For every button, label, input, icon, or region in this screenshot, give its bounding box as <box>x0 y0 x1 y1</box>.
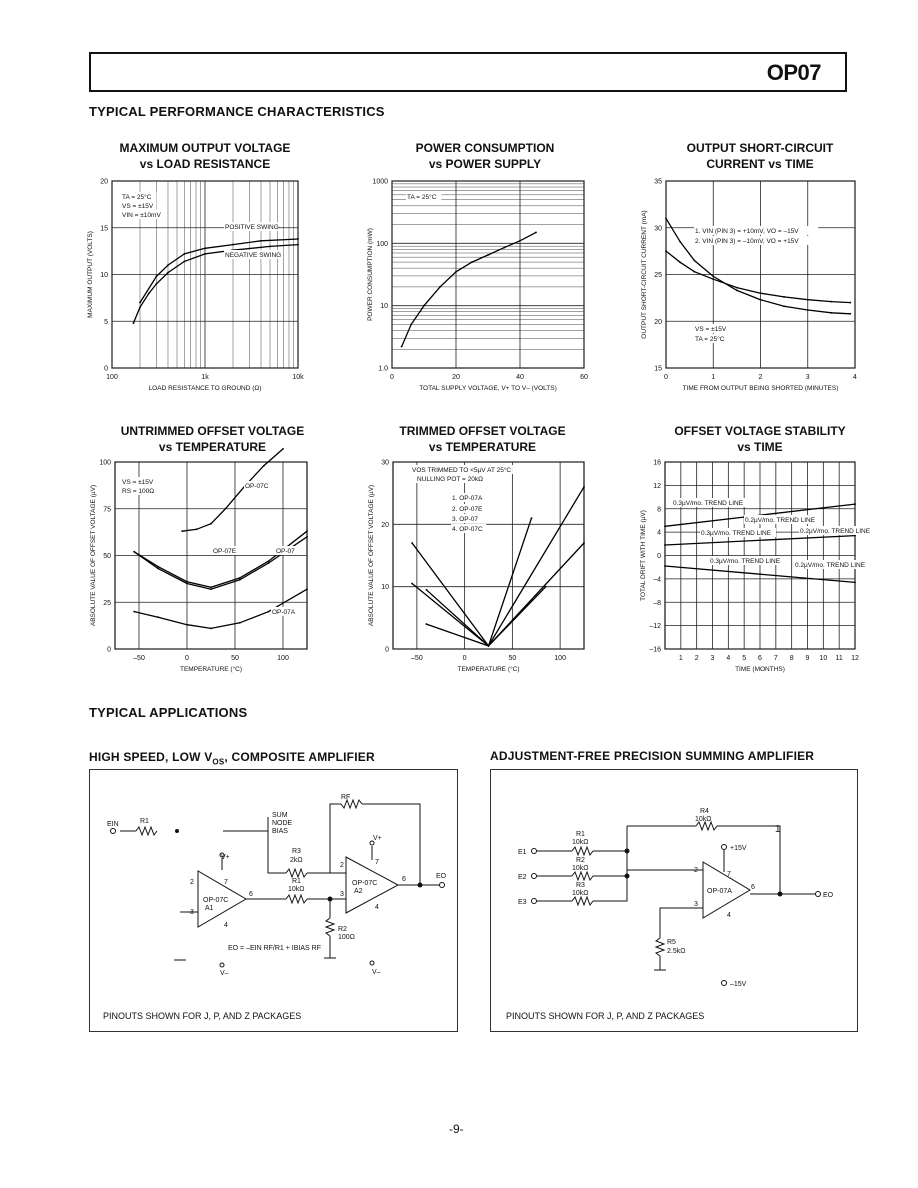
annotation: 2. VIN (PIN 3) = –10mV, VO = +15V <box>695 238 799 245</box>
label-r1: R1 <box>292 878 301 885</box>
y-tick-label: 10 <box>380 303 388 311</box>
circuit-left-title-suffix: , COMPOSITE AMPLIFIER <box>224 750 375 764</box>
terminal <box>532 899 537 904</box>
terminal <box>816 892 821 897</box>
y-tick-label: 15 <box>100 225 108 233</box>
y-tick-label: 20 <box>100 178 108 186</box>
pin-6: 6 <box>751 884 755 891</box>
y-tick-label: 20 <box>381 521 389 529</box>
terminal <box>532 874 537 879</box>
part-number: OP07 <box>766 60 821 85</box>
label-r5: R5 <box>667 939 676 946</box>
y-tick-label: 10 <box>381 584 389 592</box>
x-tick-label: 2 <box>758 374 763 381</box>
annotation: OP-07E <box>213 548 237 555</box>
pin-2: 2 <box>190 879 194 886</box>
circuit-right-title: ADJUSTMENT-FREE PRECISION SUMMING AMPLIFIER <box>490 749 815 763</box>
label-a2: OP-07C <box>352 880 378 887</box>
annotation: 0.3µV/mo. TREND LINE <box>701 530 772 537</box>
chart-title-line: vs TEMPERATURE <box>428 440 537 454</box>
label-e1: E1 <box>518 849 527 856</box>
y-axis-label: OUTPUT SHORT-CIRCUIT CURRENT (mA) <box>641 210 648 339</box>
resistor-r4 <box>696 822 717 830</box>
y-tick-label: –12 <box>649 623 661 631</box>
label-ein: EIN <box>107 821 119 828</box>
y-tick-label: 30 <box>381 459 389 467</box>
pin-3: 3 <box>190 909 194 916</box>
x-tick-label: 3 <box>805 374 810 381</box>
x-tick-label: 0 <box>664 374 668 381</box>
x-tick-label: –50 <box>133 655 145 662</box>
circuit-left-title-prefix: HIGH SPEED, LOW V <box>89 750 213 764</box>
y-tick-label: 100 <box>376 240 388 248</box>
y-tick-label: 0 <box>385 646 389 654</box>
y-axis-label: MAXIMUM OUTPUT (VOLTS) <box>87 231 94 318</box>
annotation: VS = ±15V <box>122 479 154 486</box>
x-axis-label: TOTAL SUPPLY VOLTAGE, V+ TO V– (VOLTS) <box>419 385 557 392</box>
label-e3: E3 <box>518 899 527 906</box>
pin-q2: 2 <box>340 862 344 869</box>
label-equation: EO = –EIN RF/R1 + IBIAS RF <box>228 945 321 952</box>
pin-q6: 6 <box>402 876 406 883</box>
y-tick-label: 4 <box>657 529 661 537</box>
node-dot <box>328 897 333 902</box>
chart-title-line: vs TIME <box>737 440 783 454</box>
x-tick-label: 12 <box>851 655 859 662</box>
y-tick-label: 1.0 <box>378 365 388 373</box>
label-r3v: 10kΩ <box>572 890 589 897</box>
label-a1: OP-07C <box>203 897 229 904</box>
annotation: TA = 25°C <box>407 194 437 201</box>
annotation: VS = ±15V <box>122 203 154 210</box>
resistor-rf <box>341 800 362 808</box>
x-axis-label: TIME FROM OUTPUT BEING SHORTED (MINUTES) <box>682 385 839 392</box>
label-amp: OP-07A <box>707 888 732 895</box>
label-r1v: 10kΩ <box>572 839 589 846</box>
x-tick-label: –50 <box>411 655 423 662</box>
label-r2v: 100Ω <box>338 934 355 941</box>
node-dot <box>625 849 630 854</box>
y-tick-label: 25 <box>654 272 662 279</box>
resistor-r3 <box>572 897 593 905</box>
label-one: 1 <box>775 824 781 835</box>
node-dot <box>175 829 179 833</box>
label-a1n: A1 <box>205 905 214 912</box>
y-tick-label: 25 <box>103 599 111 607</box>
terminal <box>220 963 224 967</box>
x-tick-label: 8 <box>789 655 794 662</box>
resistor-r5 <box>656 938 664 956</box>
x-tick-label: 0 <box>390 374 394 381</box>
label-vplus2: V+ <box>373 835 382 842</box>
resistor-r2 <box>572 872 593 880</box>
x-axis-label: TEMPERATURE (°C) <box>179 666 243 673</box>
annotation: TA = 25°C <box>695 336 725 343</box>
x-axis-label: TIME (MONTHS) <box>735 666 785 673</box>
label-r3: R3 <box>292 848 301 855</box>
pin-3: 3 <box>694 901 698 908</box>
y-tick-label: 1000 <box>372 178 388 186</box>
x-tick-label: 10k <box>292 374 304 381</box>
wire <box>268 831 286 873</box>
label-vp: +15V <box>730 845 747 852</box>
annotation: 0.3µV/mo. TREND LINE <box>710 558 781 565</box>
x-tick-label: 50 <box>508 655 517 662</box>
label-r5v: 2.5kΩ <box>667 948 686 955</box>
pin-7: 7 <box>727 871 731 878</box>
label-eo: EO <box>823 892 834 899</box>
x-tick-label: 100 <box>106 374 118 381</box>
x-tick-label: 100 <box>277 655 289 662</box>
circuit-left-footer: PINOUTS SHOWN FOR J, P, AND Z PACKAGES <box>103 1011 302 1021</box>
pin-q3: 3 <box>340 891 344 898</box>
x-axis-label: TEMPERATURE (°C) <box>457 666 520 673</box>
wire <box>223 817 268 831</box>
y-tick-label: 0 <box>104 365 108 373</box>
x-tick-label: 1 <box>678 655 683 662</box>
node-dot <box>625 874 630 879</box>
label-r2v: 10kΩ <box>572 865 589 872</box>
x-tick-label: 2 <box>694 655 699 662</box>
y-tick-label: 100 <box>99 459 111 467</box>
pin-4: 4 <box>224 922 228 929</box>
annotation: 0.2µV/mo. TREND LINE <box>745 517 816 524</box>
y-axis-label: ABSOLUTE VALUE OF OFFSET VOLTAGE (µV) <box>368 484 375 627</box>
pin-q4: 4 <box>375 904 379 911</box>
chart-title-line: OUTPUT SHORT-CIRCUIT <box>686 141 834 155</box>
y-tick-label: 30 <box>654 225 662 233</box>
x-tick-label: 1 <box>711 374 716 381</box>
terminal <box>440 883 445 888</box>
terminal <box>370 961 374 965</box>
annotation: 2. OP-07E <box>452 506 483 513</box>
x-tick-label: 9 <box>805 655 810 662</box>
label-r1: R1 <box>576 831 585 838</box>
pin-4: 4 <box>727 912 731 919</box>
terminal <box>722 845 727 850</box>
pin-7: 7 <box>224 879 228 886</box>
node-dot <box>418 883 423 888</box>
annotation: RS = 100Ω <box>122 488 155 495</box>
x-tick-label: 4 <box>853 374 857 381</box>
resistor-r1 <box>572 847 593 855</box>
annotation: 3. OP-07 <box>452 516 479 523</box>
annotation: 0.3µV/mo. TREND LINE <box>673 500 744 507</box>
right-circuit-labels <box>518 808 834 988</box>
y-tick-label: 15 <box>654 365 662 373</box>
label-rf: RF <box>341 794 351 801</box>
label-bias: BIAS <box>272 828 288 835</box>
label-vm: –15V <box>730 981 747 988</box>
x-tick-label: 6 <box>758 655 762 662</box>
label-r4v: 10kΩ <box>695 816 712 823</box>
label-vminus2: V– <box>372 969 381 976</box>
annotation: TA = 25°C <box>122 194 152 201</box>
y-tick-label: 20 <box>654 318 662 326</box>
label-r3v: 2kΩ <box>290 857 303 864</box>
resistor-r1a <box>136 827 157 835</box>
terminal <box>111 829 116 834</box>
y-axis-label: POWER CONSUMPTION (mW) <box>367 228 374 321</box>
resistor-r3 <box>286 869 307 877</box>
y-axis-label: TOTAL DRIFT WITH TIME (µV) <box>640 510 647 601</box>
x-tick-label: 0 <box>185 655 189 662</box>
section-performance: TYPICAL PERFORMANCE CHARACTERISTICS <box>89 104 385 119</box>
chart-title-line: OFFSET VOLTAGE STABILITY <box>674 424 846 438</box>
y-tick-label: 0 <box>657 553 661 560</box>
wire <box>660 908 703 938</box>
x-tick-label: 0 <box>462 655 467 662</box>
chart-title-line: MAXIMUM OUTPUT VOLTAGE <box>119 141 291 155</box>
x-tick-label: 7 <box>773 655 778 662</box>
left-circuit-labels <box>107 794 447 977</box>
y-axis-label: ABSOLUTE VALUE OF OFFSET VOLTAGE (µV) <box>90 484 97 627</box>
chart-title-line: vs POWER SUPPLY <box>428 157 542 171</box>
terminal <box>722 981 727 986</box>
y-tick-label: 5 <box>104 318 108 326</box>
y-tick-label: 12 <box>653 482 661 490</box>
chart-title-line: vs TEMPERATURE <box>158 440 267 454</box>
annotation: 1. OP-07A <box>452 495 483 502</box>
x-tick-label: 1k <box>201 374 209 381</box>
y-tick-label: 75 <box>103 506 111 514</box>
circuit-left-title-sub: OS <box>212 757 225 767</box>
x-tick-label: 50 <box>231 655 239 662</box>
x-axis-label: LOAD RESISTANCE TO GROUND (Ω) <box>148 385 262 392</box>
pin-2: 2 <box>694 867 698 874</box>
page-number: -9- <box>449 1122 464 1136</box>
annotation: NEGATIVE SWING <box>225 252 282 259</box>
annotation: 0.2µV/mo. TREND LINE <box>795 562 866 569</box>
x-tick-label: 100 <box>554 655 566 662</box>
pin-q7: 7 <box>375 859 379 866</box>
resistor-r2 <box>326 918 334 936</box>
label-r4: R4 <box>700 808 709 815</box>
annotation: 1. VIN (PIN 3) = +10mV, VO = –15V <box>695 228 799 235</box>
chart-title-line: UNTRIMMED OFFSET VOLTAGE <box>120 424 305 438</box>
label-r2: R2 <box>338 926 347 933</box>
chart-title-line: CURRENT vs TIME <box>706 157 814 171</box>
label-r1v: 10kΩ <box>288 886 305 893</box>
annotation: OP-07C <box>245 483 269 490</box>
annotation: POSITIVE SWING <box>225 224 279 231</box>
x-tick-label: 10 <box>819 655 828 662</box>
wire <box>717 826 780 894</box>
annotation: 0.2µV/mo. TREND LINE <box>800 528 871 535</box>
label-e2: E2 <box>518 874 527 881</box>
annotation: VS = ±15V <box>695 326 727 333</box>
label-r3: R3 <box>576 882 585 889</box>
chart-title-line: POWER CONSUMPTION <box>415 141 555 155</box>
x-tick-label: 60 <box>580 374 588 381</box>
x-tick-label: 4 <box>726 655 731 662</box>
x-tick-label: 5 <box>742 655 747 662</box>
y-tick-label: 50 <box>103 553 111 560</box>
annotation: OP-07 <box>276 548 295 555</box>
annotation: VOS TRIMMED TO <5µV AT 25°C <box>412 467 512 474</box>
label-eo: EO <box>436 873 447 880</box>
label-vminus: V– <box>220 970 229 977</box>
label-r1a: R1 <box>140 818 149 825</box>
y-tick-label: –16 <box>649 646 661 654</box>
annotation: VIN = ±10mV <box>122 212 161 219</box>
label-sum: SUM <box>272 812 288 819</box>
x-tick-label: 20 <box>452 374 460 381</box>
label-vplus: V+ <box>221 854 230 861</box>
pin-6: 6 <box>249 891 253 898</box>
annotation: 4. OP-07C <box>452 526 483 533</box>
y-tick-label: 35 <box>654 178 662 186</box>
y-tick-label: 16 <box>653 459 661 467</box>
section-applications: TYPICAL APPLICATIONS <box>89 705 248 720</box>
y-tick-label: –4 <box>653 576 661 584</box>
x-tick-label: 3 <box>710 655 715 662</box>
y-tick-label: –8 <box>653 599 661 607</box>
chart-title-line: vs LOAD RESISTANCE <box>139 157 271 171</box>
annotation: OP-07A <box>272 609 296 616</box>
resistor-r1 <box>286 895 307 903</box>
node-dot <box>778 892 783 897</box>
y-tick-label: 8 <box>657 506 661 514</box>
wire <box>593 826 627 901</box>
chart-title-line: TRIMMED OFFSET VOLTAGE <box>399 424 566 438</box>
circuit-right-footer: PINOUTS SHOWN FOR J, P, AND Z PACKAGES <box>506 1011 705 1021</box>
label-r2: R2 <box>576 857 585 864</box>
x-tick-label: 11 <box>835 655 843 662</box>
y-tick-label: 10 <box>100 272 108 279</box>
y-tick-label: 0 <box>107 646 111 654</box>
label-node: NODE <box>272 820 293 827</box>
annotation: NULLING POT = 20kΩ <box>417 476 483 483</box>
label-a2n: A2 <box>354 888 363 895</box>
terminal <box>532 849 537 854</box>
x-tick-label: 40 <box>516 374 524 381</box>
